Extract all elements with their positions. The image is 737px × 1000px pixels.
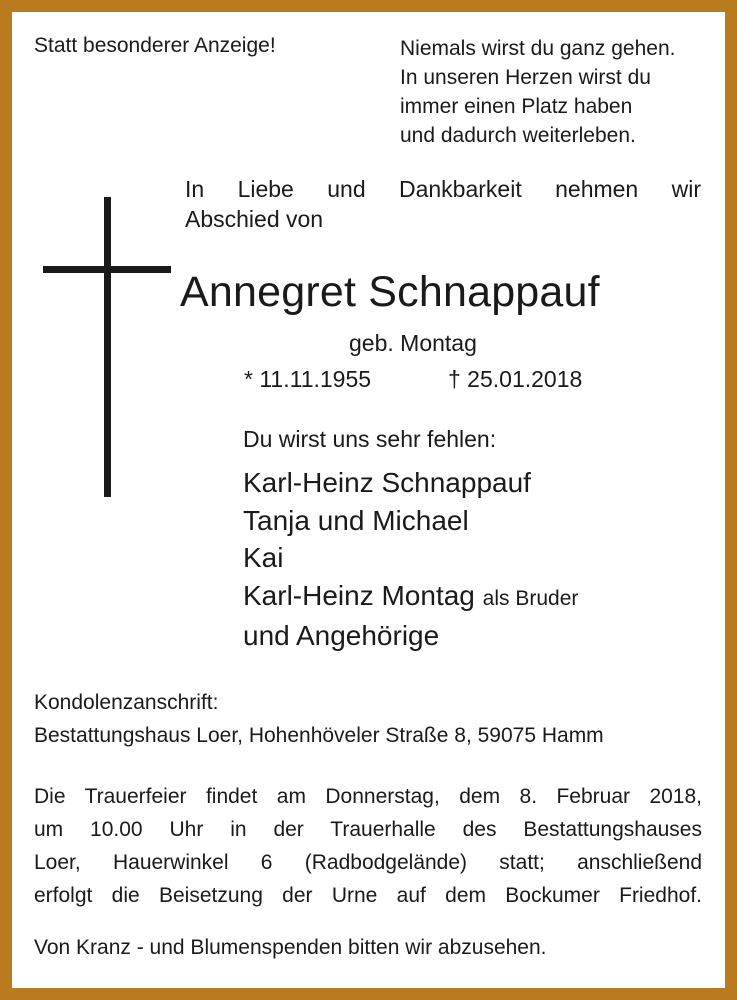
- mourner-name: Karl-Heinz Schnappauf: [243, 467, 531, 498]
- mourner-row: [243, 577, 578, 618]
- intro-line-1: In Liebe und Dankbarkeit nehmen wir: [185, 176, 701, 202]
- notice-type-label: Statt besonderer Anzeige!: [34, 34, 276, 57]
- mourner-list: [243, 464, 578, 655]
- quote: [400, 34, 675, 150]
- service-details: [34, 780, 702, 912]
- mourners-intro: Du wirst uns sehr fehlen:: [243, 426, 497, 452]
- closing-note: Von Kranz - und Blumenspenden bitten wir abzusehen.: [34, 936, 547, 959]
- service-line: Die Trauerfeier findet am Donnerstag, dem 8. Februar 2018,: [34, 785, 702, 808]
- mourner-relation: als Bruder: [482, 586, 579, 610]
- quote-line: und dadurch weiterleben.: [400, 124, 636, 147]
- condolence-label: Kondolenzanschrift:: [34, 691, 219, 714]
- mourner-name: und Angehörige: [243, 620, 440, 651]
- death-date: † 25.01.2018: [448, 366, 583, 392]
- quote-line: Niemals wirst du ganz gehen.: [400, 37, 676, 60]
- intro-line-2: Abschied von: [185, 206, 324, 232]
- service-line: Loer, Hauerwinkel 6 (Radbodgelände) statt; anschließend: [34, 851, 702, 874]
- condolence-address: Bestattungshaus Loer, Hohenhöveler Straße 8, 59075 Hamm: [34, 724, 604, 747]
- mourner-name: Kai: [243, 542, 284, 573]
- cross-icon-vertical: [104, 197, 111, 497]
- service-line: erfolgt die Beisetzung der Urne auf dem Bockumer Friedhof.: [34, 884, 702, 907]
- service-line: um 10.00 Uhr in der Trauerhalle des Bestattungshauses: [34, 818, 702, 841]
- mourner-name: Karl-Heinz Montag: [243, 579, 475, 611]
- mourner-name: Tanja und Michael: [243, 504, 469, 536]
- birth-date: * 11.11.1955: [244, 366, 372, 392]
- maiden-name: geb. Montag: [349, 330, 477, 356]
- quote-line: immer einen Platz haben: [400, 95, 633, 118]
- cross-icon-horizontal: [43, 266, 171, 273]
- quote-line: In unseren Herzen wirst du: [400, 66, 651, 89]
- deceased-name: Annegret Schnappauf: [180, 268, 600, 316]
- condolence-block: [34, 686, 604, 752]
